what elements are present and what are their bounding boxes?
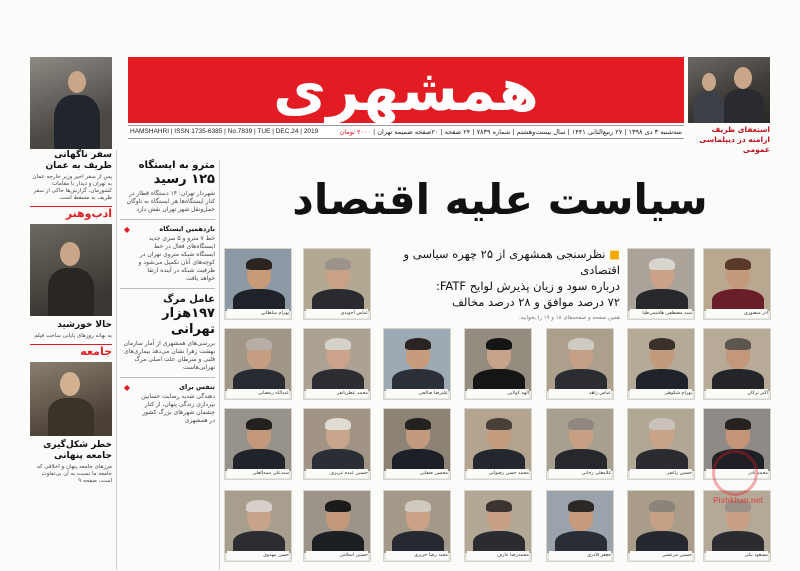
masthead-banner [128,57,684,123]
portrait-hair [246,418,272,430]
portrait-card[interactable] [464,490,532,562]
masthead-info-strip [128,125,684,139]
divider [120,377,215,378]
portrait-hair [649,500,675,512]
portrait-name: الهه کولایی [467,389,529,398]
story-summary: پس از سفر اخیر وزیر خارجه عمان به تهران و دیدار با مقامات کشورمان، گزارش‌ها حاکی از سفر ظریف به مسقط است. [32,174,112,201]
film-photo [30,224,112,316]
portrait-hair [405,418,431,430]
news-column [120,160,215,570]
portrait-card[interactable] [627,490,695,562]
portrait-name: مسعود نیلی [706,551,768,560]
portrait-hair [725,418,751,430]
lede-page-reference[interactable]: همین صفحه و صفحه‌های ۱۸ و ۱۹ را بخوانید. [518,315,620,321]
watermark-logo-icon [712,450,758,496]
story-headline[interactable]: عامل مرگ [163,294,215,305]
story-subheadline[interactable]: ۱۲۵ رسید [153,172,215,187]
portrait-name: حسین راغفر [630,469,692,478]
portrait-card[interactable] [383,490,451,562]
portrait-hair [649,338,675,350]
portrait-card[interactable] [703,248,771,320]
portrait-name: عباس زاهد [549,389,611,398]
story-headline[interactable]: مترو به ایستگاه [138,160,215,171]
portrait-name: مجید رضا حریری [386,551,448,560]
portrait-card[interactable] [224,408,292,480]
divider [120,219,215,220]
news-brief[interactable] [120,383,215,425]
square-bullet-icon: ■ [605,247,620,261]
portrait-name: بهرام شکوهی [630,389,692,398]
lede-line-1: ■ نظرسنجی همشهری از ۲۵ چهره سیاسی و اقتصادی [403,247,620,277]
story-headline[interactable]: خطر شکل‌گیری جامعه پنهانی [43,440,112,461]
story-summary: بررسی‌های همشهری از آمار سازمان بهشت زهرا نشان می‌دهد بیماری‌های قلبی و سرطان علت اصلی مرگ تهرانی‌هاست [123,340,215,371]
portrait-card[interactable] [383,328,451,400]
portrait-hair [405,338,431,350]
masthead-issn: HAMSHAHRI | ISSN 1735-6385 | No.7839 | TUE | DEC.24 | 2019 [130,128,319,135]
brief-text: خط ۷ مترو و ۵ سری جدید ایستگاه‌های فعال در خط ایستگاه شبکه متروی تهران در کوچه‌های آنان تکمیل می‌شود و ظرفیت شبکه در آینده ارتقا خواهد یافت [138,235,215,282]
portrait-hair [325,338,351,350]
lede [380,246,620,322]
portrait-hair [568,418,594,430]
society-photo [30,362,112,436]
masthead-date-issue: سه‌شنبه ۳ دی ۱۳۹۸ | ۲۷ ربیع‌الثانی ۱۴۴۱ | سال بیست‌وهشتم | شماره ۷۸۳۹ | ۲۴ صفحه | ۲۰صفحه ضمیمه تهران | ۲۰۰۰ تومان [339,128,682,136]
story-summary: مرزهای جامعه پنهان و اخلاقی که جامعه ما نسبت به آن بی‌تفاوت است، صفحه ۹ [37,464,112,484]
watermark-text: Pishkhan.net [713,496,763,505]
portrait-card[interactable] [546,490,614,562]
portrait-hair [486,500,512,512]
portrait-hair [405,500,431,512]
portrait-name: غلامعلی رجایی [549,469,611,478]
portrait-hair [725,338,751,350]
brief-title: بازدهمین ایستگاه [159,225,215,233]
story-headline[interactable]: سفر ناگهانی ظریف به عمان [45,150,112,171]
portrait-hair [568,338,594,350]
portrait-name: محمدرضا عارف [467,551,529,560]
portrait-hair [246,338,272,350]
teaser-caption: استعفای ظریف ارامنه در دیپلماسی عمومی [699,125,770,154]
portrait-card[interactable] [303,490,371,562]
portrait-card[interactable] [224,328,292,400]
masthead [128,57,684,143]
portrait-hair [246,500,272,512]
story-summary: به بهانه روزهای پایانی ساخت فیلم [34,333,112,339]
portrait-card[interactable] [224,248,292,320]
top-right-teaser[interactable] [688,57,770,157]
portrait-hair [325,500,351,512]
bullet-icon: ◆ [123,225,131,234]
zarif-photo [30,57,112,149]
portrait-card[interactable] [303,248,371,320]
portrait-hair [649,258,675,270]
column-divider [116,150,117,570]
news-brief[interactable] [120,225,215,283]
divider [120,288,215,289]
section-label[interactable]: جامعه [30,344,112,359]
left-column [30,150,112,570]
portrait-card[interactable] [303,328,371,400]
portrait-card[interactable] [627,408,695,480]
portrait-hair [486,418,512,430]
portrait-hair [568,500,594,512]
portrait-name: بهرام سلطانی [227,309,289,318]
portrait-name: حسین مرعشی [630,551,692,560]
portrait-name: علیرضا صالحی [386,389,448,398]
story-subheadline[interactable]: ۱۹۷هزار تهرانی [162,306,215,337]
portrait-name: محمد نادر [706,469,768,478]
portrait-card[interactable] [627,328,695,400]
portrait-card[interactable] [546,328,614,400]
portrait-card[interactable] [464,328,532,400]
section-label[interactable]: ادب‌وهنر [30,206,112,221]
portrait-name: حسین اسلامی [306,551,368,560]
portrait-hair [486,338,512,350]
portrait-name: اکبر ترکان [706,389,768,398]
portrait-name: عباس آخوندی [306,309,368,318]
portrait-card[interactable] [383,408,451,480]
masthead-price: ۲۰۰۰ تومان [339,128,371,136]
portrait-hair [325,418,351,430]
portrait-card[interactable] [627,248,695,320]
lede-line-2: درباره سود و زیان پذیرش لوایح FATF: [436,279,620,293]
bullet-icon: ◆ [123,383,131,392]
portrait-name: حسن مهدوی [227,551,289,560]
portrait-name: محمد حسن رضوانی [467,469,529,478]
lede-line-3: ۷۲ درصد موافق و ۲۸ درصد مخالف [451,295,620,309]
portrait-hair [725,258,751,270]
top-left-photo[interactable] [30,57,112,147]
portrait-card[interactable] [703,328,771,400]
portrait-name: جعفر قادری [549,551,611,560]
portrait-name: محسن صفایی [386,469,448,478]
newspaper-logo[interactable]: همشهری [273,56,539,124]
portrait-name: سید مصطفی هاشمی‌طبا [630,309,692,318]
teaser-photo [688,57,770,123]
brief-text: دهندگی شدید رضایت حسابین بپردازی زندگی پنهان، از کنار چشمان شهرهای بزرگ کشور در همشهری [141,393,215,424]
portrait-card[interactable] [464,408,532,480]
portrait-name: حسین عبده تبریزی [306,469,368,478]
portrait-hair [649,418,675,430]
main-headline[interactable]: سیاست علیه اقتصاد [292,175,708,224]
brief-title: تنفس برای [179,383,215,391]
portrait-card[interactable] [224,490,292,562]
portrait-card[interactable] [303,408,371,480]
portrait-name: محمد عطریانفر [306,389,368,398]
story-headline[interactable]: حالا خورشید [57,320,112,330]
watermark [698,450,778,520]
story-summary: شهردار تهران: ۱۴ دستگاه قطار در کنار ایستگاه‌ها هر ایستگاه به ناوگان حمل‌ونقل شهر تهران نقش دارد [126,190,215,213]
portrait-name: عبدالله رمضانی [227,389,289,398]
portrait-card[interactable] [546,408,614,480]
column-divider [219,160,220,570]
portrait-hair [325,258,351,270]
portrait-hair [246,258,272,270]
portrait-name: آذر منصوری [706,309,768,318]
portrait-name: سیدعلی سیدالعلی [227,469,289,478]
